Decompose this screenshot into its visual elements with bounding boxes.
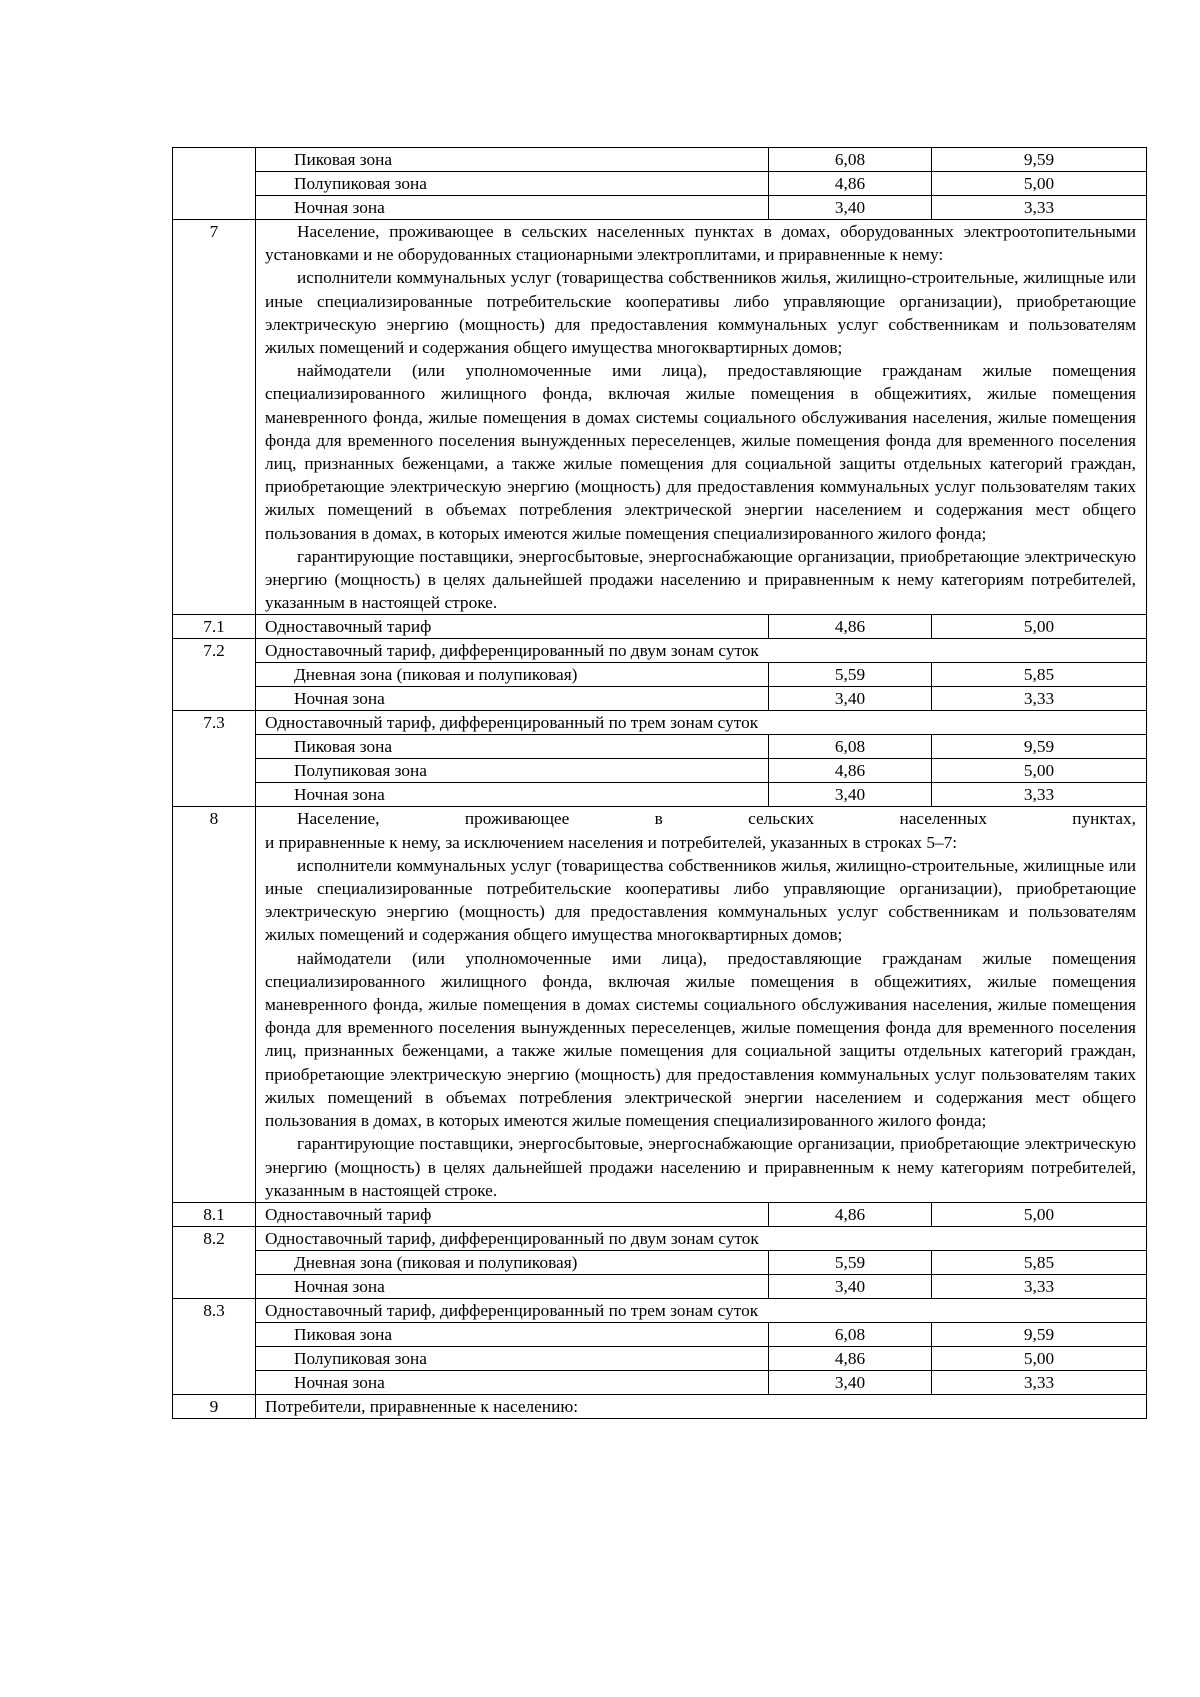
tariff-value-1: 3,40: [769, 1370, 932, 1394]
description-paragraph: исполнители коммунальных услуг (товарищества собственников жилья, жилищно-строительные, жилищные или иные специализированные потребительские кооперативы либо управляющие организации), приобретающие электрическую энергию (мощность) для предоставления коммунальных услуг собственникам и пользователям жилых помещений и содержания общего имущества многоквартирных домов;: [265, 855, 1136, 945]
section-description: [256, 807, 1147, 1202]
table-row: [173, 1298, 1147, 1322]
tariff-label: Одноставочный тариф, дифференцированный по трем зонам суток: [256, 1298, 1147, 1322]
tariff-value-2: 9,59: [932, 1322, 1147, 1346]
table-row: [173, 1346, 1147, 1370]
row-number: 8.1: [173, 1202, 256, 1226]
zone-label: Пиковая зона: [256, 735, 769, 759]
description-paragraph: и приравненные к нему, за исключением населения и потребителей, указанных в строках 5–7:: [265, 832, 958, 852]
section-description: [256, 220, 1147, 615]
description-paragraph: наймодатели (или уполномоченные ими лица), предоставляющие гражданам жилые помещения специализированного жилищного фонда, включая жилые помещения в общежитиях, жилые помещения маневренного фонда, жилые помещения в домах системы социального обслуживания населения, жилые помещения фонда для временного поселения вынужденных переселенцев, жилые помещения фонда для временного поселения лиц, признанных беженцами, а также жилые помещения для социальной защиты отдельных категорий граждан, приобретающие электрическую энергию (мощность) для предоставления коммунальных услуг пользователям таких жилых помещений в объемах потребления электрической энергии населением и содержания мест общего пользования в домах, в которых имеются жилые помещения специализированного жилого фонда;: [265, 361, 1136, 543]
row-number: 8.3: [173, 1298, 256, 1394]
tariff-value-2: 5,00: [932, 172, 1147, 196]
table-row: [173, 759, 1147, 783]
description-paragraph: исполнители коммунальных услуг (товарищества собственников жилья, жилищно-строительные, жилищные или иные специализированные потребительские кооперативы либо управляющие организации), приобретающие электрическую энергию (мощность) для предоставления коммунальных услуг собственникам и пользователям жилых помещений и содержания общего имущества многоквартирных домов;: [265, 268, 1136, 358]
zone-label: Ночная зона: [256, 783, 769, 807]
tariff-value-1: 4,86: [769, 759, 932, 783]
zone-label: Полупиковая зона: [256, 1346, 769, 1370]
description-paragraph: Население, проживающее в сельских населенных пунктах в домах, оборудованных электроотопительными установками и не оборудованных стационарными электроплитами, и приравненные к нему:: [265, 222, 1136, 265]
tariff-value-2: 5,00: [932, 759, 1147, 783]
tariff-value-1: 3,40: [769, 196, 932, 220]
table-row: [173, 196, 1147, 220]
zone-label: Полупиковая зона: [256, 759, 769, 783]
table-row: [173, 1274, 1147, 1298]
tariff-value-2: 9,59: [932, 148, 1147, 172]
tariff-value-1: 4,86: [769, 1202, 932, 1226]
tariff-label: Одноставочный тариф, дифференцированный по трем зонам суток: [256, 711, 1147, 735]
table-row: [173, 783, 1147, 807]
tariff-value-1: 3,40: [769, 1274, 932, 1298]
table-row: [173, 1226, 1147, 1250]
tariff-value-1: 4,86: [769, 172, 932, 196]
tariff-table: [172, 147, 1147, 1419]
section-row: [173, 807, 1147, 1202]
table-row: [173, 1250, 1147, 1274]
table-row: [173, 148, 1147, 172]
row-number: 7: [173, 220, 256, 615]
tariff-value-1: 3,40: [769, 783, 932, 807]
table-row: [173, 172, 1147, 196]
zone-label: Пиковая зона: [256, 1322, 769, 1346]
tariff-value-1: 6,08: [769, 735, 932, 759]
tariff-value-1: 6,08: [769, 148, 932, 172]
row-number: 9: [173, 1394, 256, 1418]
zone-label: Ночная зона: [256, 1274, 769, 1298]
table-row: [173, 1322, 1147, 1346]
table-row: [173, 663, 1147, 687]
table-row: [173, 615, 1147, 639]
table-row: [173, 1394, 1147, 1418]
tariff-label: Одноставочный тариф: [256, 1202, 769, 1226]
table-row: [173, 711, 1147, 735]
row-number: 7.2: [173, 639, 256, 711]
tariff-label: Одноставочный тариф, дифференцированный по двум зонам суток: [256, 639, 1147, 663]
tariff-value-2: 5,00: [932, 615, 1147, 639]
tariff-value-1: 4,86: [769, 1346, 932, 1370]
description-paragraph: гарантирующие поставщики, энергосбытовые, энергоснабжающие организации, приобретающие электрическую энергию (мощность) в целях дальнейшей продажи населению и приравненным к нему категориям потребителей, указанным в настоящей строке.: [265, 546, 1136, 613]
table-row: [173, 639, 1147, 663]
tariff-value-2: 3,33: [932, 783, 1147, 807]
row-number-cell: [173, 148, 256, 220]
zone-label: Дневная зона (пиковая и полупиковая): [256, 663, 769, 687]
tariff-label: Одноставочный тариф: [256, 615, 769, 639]
tariff-value-1: 3,40: [769, 687, 932, 711]
tariff-value-2: 5,85: [932, 663, 1147, 687]
tariff-label: Потребители, приравненные к населению:: [256, 1394, 1147, 1418]
table-row: [173, 1202, 1147, 1226]
tariff-value-2: 3,33: [932, 687, 1147, 711]
row-number: 8: [173, 807, 256, 1202]
zone-label: Пиковая зона: [256, 148, 769, 172]
tariff-value-2: 5,00: [932, 1202, 1147, 1226]
zone-label: Полупиковая зона: [256, 172, 769, 196]
tariff-label: Одноставочный тариф, дифференцированный по двум зонам суток: [256, 1226, 1147, 1250]
zone-label: Дневная зона (пиковая и полупиковая): [256, 1250, 769, 1274]
tariff-value-2: 3,33: [932, 1274, 1147, 1298]
tariff-value-2: 9,59: [932, 735, 1147, 759]
table-row: [173, 735, 1147, 759]
tariff-value-1: 5,59: [769, 1250, 932, 1274]
section-row: [173, 220, 1147, 615]
description-paragraph: наймодатели (или уполномоченные ими лица), предоставляющие гражданам жилые помещения специализированного жилищного фонда, включая жилые помещения в общежитиях, жилые помещения маневренного фонда, жилые помещения в домах системы социального обслуживания населения, жилые помещения фонда для временного поселения вынужденных переселенцев, жилые помещения фонда для временного поселения лиц, признанных беженцами, а также жилые помещения для социальной защиты отдельных категорий граждан, приобретающие электрическую энергию (мощность) для предоставления коммунальных услуг пользователям таких жилых помещений в объемах потребления электрической энергии населением и содержания мест общего пользования в домах, в которых имеются жилые помещения специализированного жилого фонда;: [265, 948, 1136, 1131]
tariff-value-2: 3,33: [932, 1370, 1147, 1394]
tariff-value-1: 5,59: [769, 663, 932, 687]
row-number: 7.1: [173, 615, 256, 639]
table-row: [173, 687, 1147, 711]
zone-label: Ночная зона: [256, 196, 769, 220]
description-paragraph: гарантирующие поставщики, энергосбытовые, энергоснабжающие организации, приобретающие электрическую энергию (мощность) в целях дальнейшей продажи населению и приравненным к нему категориям потребителей, указанным в настоящей строке.: [265, 1134, 1136, 1200]
row-number: 8.2: [173, 1226, 256, 1298]
table-row: [173, 1370, 1147, 1394]
description-paragraph: Население, проживающее в сельских населенных пунктах,: [297, 809, 1136, 829]
zone-label: Ночная зона: [256, 687, 769, 711]
zone-label: Ночная зона: [256, 1370, 769, 1394]
tariff-value-2: 3,33: [932, 196, 1147, 220]
tariff-value-1: 6,08: [769, 1322, 932, 1346]
row-number: 7.3: [173, 711, 256, 807]
tariff-value-2: 5,85: [932, 1250, 1147, 1274]
tariff-value-2: 5,00: [932, 1346, 1147, 1370]
tariff-value-1: 4,86: [769, 615, 932, 639]
